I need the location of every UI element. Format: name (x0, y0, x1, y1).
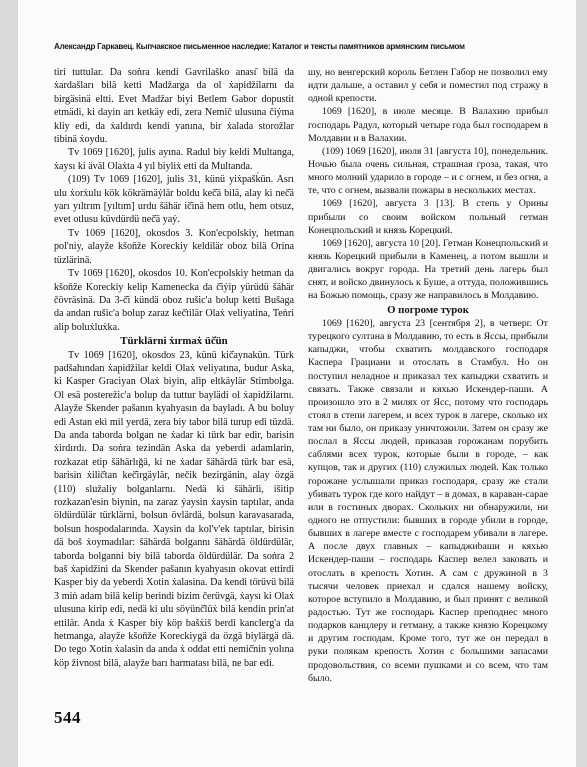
paragraph: Tv 1069 [1620], okosdos 10. Kon'ecpolskiy hetman da kšon̄že Koreckiy kelip Kamenecka da č̇iẏip yürüdü šähär čövräsinä. Da 3-č̇i kündä oboz rušic'a bolup ketti Bušaga da andan rušic'a bolup zaraz keč̇tilär Olaẋ veliyatina, Teṅri alip boluẋluẋka. (54, 268, 294, 333)
paragraph: 1069 [1620], августа 3 [13]. В степь у Орины прибыли со своим войском польный гетман Конецпольский и князь Корецкий. (308, 198, 548, 236)
left-column (54, 66, 294, 670)
page-number: 544 (54, 708, 81, 727)
running-header: Александр Гаркавец. Кыпчакское письменное наследие: Каталог и тексты памятников армянским письмом (54, 42, 465, 51)
paragraph: Tv 1069 [1620], okosdos 3. Kon'ecpolskiy, hetman pol'niy, alayže kšon̄že Koreckiy keldilär oboz bilä Orina tüzlärinä. (54, 227, 294, 266)
paragraph: (109) Tv 1069 [1620], julis 31, künü yiẋpašk̇ün. Asrı ulu ẋorẋulu kök kökrämäẏlär boldu keč̇ä bilä, alay ki neč̇ä yarı yıltrım [yıltım] urdu šähär ič̇inä hem otlu, hem otsuz, evet otlusu küvdürdü neč̇ä yaẏ. (54, 174, 294, 226)
right-column (308, 66, 548, 685)
paragraph: Tv 1069 [1620], julis ayına. Radul biy keldi Multanga, ẋaysı ki äväl Olaẋta 4 yıl biyliẋ etti da Multanda. (54, 147, 294, 172)
paragraph: 1069 [1620], августа 10 [20]. Гетман Конецпольский и князь Корецкий прибыли в Каменец, а потом вышли и двигались вокруг города. На третий день лагерь был снят, и войско двинулось к Буше, а оттуда, положившись на Божью помощь, сразу же направилось в Молдавию. (308, 237, 548, 302)
paragraph: Tv 1069 [1620], okosdos 23, künü kič̇aynakün. Türk padšahından ẋapidžilar keldi Olaẋ veliyatına, budur Aska, ki Kasper Graciyan Olaẋ biyin, alip eltkäylär Stimbolga. Ol esä posterežic'a bolup da tuttur baylädi ol ẋapidžilarnı. Alayže Skender pašanın kyahyasın da bayladı. A bu boluy edi Astan eki mil yerdä, zera biy tabor bilä turup edi tüzdä. Da anda taborda bolgan ne ẋadar ki türk bar edir, barisin ẋirdırdı. Da soṅra tezindän Aska da yeberdi adamlarin, rozkazat etip šähärlığä, ki ne ẋadar šähärdä türk bar esä, barisin ẋilič̇tan keč̇irgäylär, nečik bezirgänin, alay özgä (110) služaliy bolganlarnı. Nedä ki šähärli, išitip rozkazan'esin biynin, na zaraz ẏaysin ẋaysin taptılar, anda öldürdülär türklärni, bolsun övlärdä, bolsun karavasarada, bolsun hospodalarında. Xaysin da kol'v'ek taptılar, birisin dä boš ẋoymadılar: šähärdä bolgannı šähärdä öldürdülär, taborda bolganni biy bilä taborda öldürdülär. Da soṅra 2 baš ẋapidžini da Skender pašanın kyahyasın okovat ettirdi Kasper biy da yeberdi Xotin ẋalasina. Da kendi törüvü bilä 3 miṅ adam bilä kelip berindi bizim čerüvgä, ẋaysı ki Olaẋ ulusuna kirip edi, nedä ki ulu söṿünč̇lüẋ bilä kendin prin'at ettilär. Anda ẋ Kasper biy köp bašẋiš berdi kanclerg'a da hetmanga, alayže kšon̄že Koreckiygä da özgä biylärgä dä. Do tego Xotin ẋalasin da anda ẋ oddat etti nemič̇nin yolına köp živnost bilä, alayže barı harmatası bilä, ne bar edi. (54, 349, 294, 669)
paragraph: (109) 1069 [1620], июля 31 [августа 10], понедельник. Ночью была очень сильная, страшная гроза, такая, что много молний ударило в городе – и с огнем, и без огня, а те, что с огнем, вызвали пожары в нескольких местах. (308, 145, 548, 197)
book-page (18, 0, 576, 767)
paragraph: tiri tuttular. Da soṅra kendi Gavrilaško anası̄ bilä da ẋardašları bilä ketti Madžarga da ol ẋapidžilarnı da birgäsinä eltti. Evet Madžar biyi Betlem Gabor dopustit etmädi, ki dayin arı ketkäy edi, zera Nemič ulusuna čiẏma kliy edi, da ẋaldırdı kendi yanına, bir ẋalada storožlar tibinä ẋoydu. (54, 67, 294, 146)
paragraph: 1069 [1620], в июле месяце. В Валахию прибыл господарь Радул, который четыре года был господарем в Молдавии и в Валахии. (308, 106, 548, 144)
section-heading: Türklärni ẋırmaẋ üč̇ün (120, 335, 228, 348)
section-heading: О погроме турок (387, 303, 469, 316)
paragraph: 1069 [1620], августа 23 [сентября 2], в четверг. От турецкого султана в Молдавию, то есть в Яссы, прибыли капыджи, чтобы схватить молдавского господаря Каспера Грациани и отослать в Стамбул. Но он поступил неладное и приказал тех капыджи схватить и связать. Также связали и кяхью Искендер-паши. А произошло это в 2 милях от Ясс, потому что господарь стоял в степи лагерем, и всех турок в лагере, сколько их там ни было, он приказу уничтожили. Затем он сразу же послал в Яссы людей, приказав горожанам порубить саблями всех турок, которые были в городе, – как купцов, так и других (110) служилых людей. Как только горожане услышали приказ господаря, сразу же стали убивать турок где кого найдут – в домах, в караван-сарае или в гостиных дворах. Скольких ни обнаружили, ни одного не отпустили: бывших в городе убили в городе, бывших в лагере вместе с господарем убивали в лагере. А после двух главных – капыджиbаши и кяхью Искендер-паши – господарь Каспер велел заковать и отослать в крепость Хотин. А сам с дружиной в 3 тысячи человек приехал и сдался нашему войску, которое вступило в Молдавию, и был принят с великой радостью. Тут же господарь Каспер преподнес много подарков канцлеру и гетману, а также князю Корецкому и другим господам. Кроме того, тут же он передал в руки полякам крепость Хотин с большими запасами продовольствия, со всеми пушками и со всем, что там было. (308, 317, 548, 684)
paragraph: шу, но венгерский король Бетлен Габор не позволил ему идти дальше, а оставил у себя и поместил под стражу в одной крепости. (308, 67, 548, 105)
